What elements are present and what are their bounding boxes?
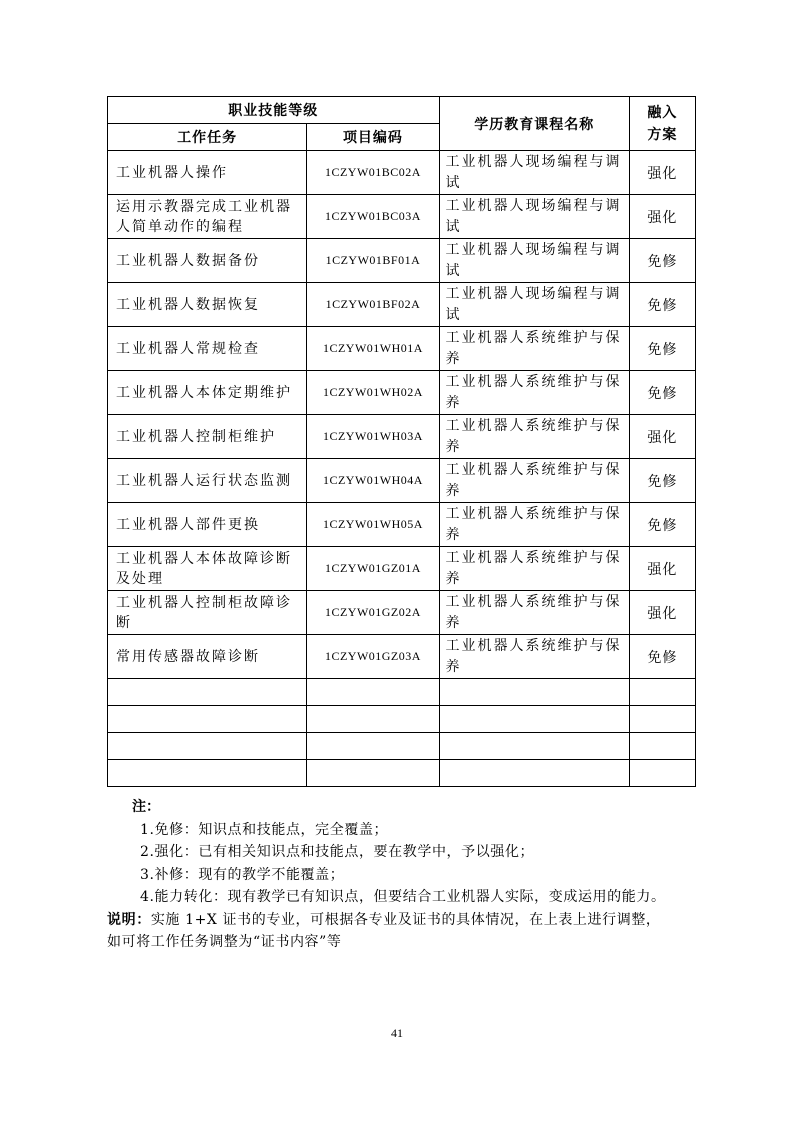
table-row (108, 327, 696, 371)
course-text: 工业机器人现场编程与调试 (445, 154, 622, 191)
plan-cell: 免修 (629, 371, 695, 415)
table-row (108, 283, 696, 327)
course-cell (439, 151, 629, 195)
note-item: 3.补修：现有的教学不能覆盖； (140, 866, 345, 883)
empty-cell (439, 733, 629, 760)
notes-title: 注： (132, 799, 160, 815)
task-cell: 常用传感器故障诊断 (108, 635, 307, 679)
header-course-name: 学历教育课程名称 (439, 97, 629, 151)
course-text: 工业机器人现场编程与调试 (445, 286, 622, 323)
task-cell: 工业机器人控制柜维护 (108, 415, 307, 459)
task-cell: 工业机器人操作 (108, 151, 307, 195)
header-plan-line1: 融入 (647, 104, 678, 121)
empty-table-row (108, 760, 696, 787)
skills-mapping-table (107, 96, 696, 787)
note-item: 1.免修：知识点和技能点，完全覆盖； (140, 821, 389, 838)
code-cell: 1CZYW01WH02A (307, 371, 439, 415)
table-row (108, 635, 696, 679)
empty-cell (629, 706, 695, 733)
header-integration-plan (629, 97, 695, 151)
empty-cell (439, 706, 629, 733)
header-plan-line2: 方案 (647, 126, 678, 143)
plan-cell: 免修 (629, 239, 695, 283)
code-cell: 1CZYW01BF02A (307, 283, 439, 327)
empty-cell (108, 760, 307, 787)
code-cell: 1CZYW01GZ02A (307, 591, 439, 635)
empty-cell (629, 760, 695, 787)
task-cell: 工业机器人部件更换 (108, 503, 307, 547)
course-text: 工业机器人系统维护与保养 (445, 506, 622, 543)
task-cell: 工业机器人数据备份 (108, 239, 307, 283)
task-cell: 工业机器人常规检查 (108, 327, 307, 371)
notes-section (107, 796, 707, 954)
header-work-task: 工作任务 (108, 124, 307, 151)
empty-table-row (108, 706, 696, 733)
course-text: 工业机器人现场编程与调试 (445, 198, 622, 235)
course-cell (439, 195, 629, 239)
code-cell: 1CZYW01WH05A (307, 503, 439, 547)
empty-table-row (108, 733, 696, 760)
code-cell: 1CZYW01GZ01A (307, 547, 439, 591)
explanation-line-2: 如可将工作任务调整为“证书内容”等 (107, 934, 342, 950)
plan-cell: 强化 (629, 591, 695, 635)
empty-cell (439, 760, 629, 787)
code-cell: 1CZYW01WH04A (307, 459, 439, 503)
course-cell (439, 547, 629, 591)
table-body (108, 151, 696, 787)
course-text: 工业机器人系统维护与保养 (445, 550, 622, 587)
explanation-line (107, 909, 707, 932)
plan-cell: 免修 (629, 283, 695, 327)
plan-cell: 免修 (629, 635, 695, 679)
table-row (108, 415, 696, 459)
empty-cell (307, 760, 439, 787)
empty-cell (108, 706, 307, 733)
empty-cell (307, 706, 439, 733)
task-cell: 工业机器人控制柜故障诊断 (108, 591, 307, 635)
empty-cell (439, 679, 629, 706)
page-number: 41 (391, 1026, 403, 1040)
course-text: 工业机器人系统维护与保养 (445, 330, 622, 367)
code-cell: 1CZYW01BC03A (307, 195, 439, 239)
course-cell (439, 635, 629, 679)
table-row (108, 239, 696, 283)
table-row (108, 371, 696, 415)
table-row (108, 459, 696, 503)
course-cell (439, 283, 629, 327)
task-cell: 运用示教器完成工业机器人简单动作的编程 (108, 195, 307, 239)
task-cell: 工业机器人运行状态监测 (108, 459, 307, 503)
note-item: 4.能力转化：现有教学已有知识点，但要结合工业机器人实际，变成运用的能力。 (140, 889, 666, 905)
course-text: 工业机器人系统维护与保养 (445, 374, 622, 411)
header-skill-level: 职业技能等级 (108, 97, 440, 124)
empty-cell (307, 679, 439, 706)
course-cell (439, 371, 629, 415)
course-cell (439, 503, 629, 547)
table-row (108, 503, 696, 547)
empty-cell (108, 679, 307, 706)
course-cell (439, 327, 629, 371)
plan-cell: 强化 (629, 547, 695, 591)
plan-cell: 免修 (629, 503, 695, 547)
table-row (108, 591, 696, 635)
code-cell: 1CZYW01WH03A (307, 415, 439, 459)
plan-cell: 强化 (629, 151, 695, 195)
course-text: 工业机器人系统维护与保养 (445, 594, 622, 631)
code-cell: 1CZYW01WH01A (307, 327, 439, 371)
note-item: 2.强化：已有相关知识点和技能点，要在教学中，予以强化； (140, 844, 535, 860)
task-cell: 工业机器人本体故障诊断及处理 (108, 547, 307, 591)
table-row (108, 151, 696, 195)
course-cell (439, 591, 629, 635)
course-cell (439, 459, 629, 503)
code-cell: 1CZYW01BC02A (307, 151, 439, 195)
empty-table-row (108, 679, 696, 706)
table-row (108, 195, 696, 239)
course-cell (439, 415, 629, 459)
explanation-label: 说明： (107, 911, 151, 928)
empty-cell (629, 733, 695, 760)
code-cell: 1CZYW01GZ03A (307, 635, 439, 679)
header-project-code: 项目编码 (307, 124, 439, 151)
course-text: 工业机器人现场编程与调试 (445, 242, 622, 279)
table-row (108, 547, 696, 591)
plan-cell: 强化 (629, 195, 695, 239)
empty-cell (629, 679, 695, 706)
course-text: 工业机器人系统维护与保养 (445, 418, 622, 455)
task-cell: 工业机器人数据恢复 (108, 283, 307, 327)
plan-cell: 免修 (629, 327, 695, 371)
course-text: 工业机器人系统维护与保养 (445, 638, 622, 675)
code-cell: 1CZYW01BF01A (307, 239, 439, 283)
plan-cell: 强化 (629, 415, 695, 459)
empty-cell (307, 733, 439, 760)
course-text: 工业机器人系统维护与保养 (445, 462, 622, 499)
explanation-text: 实施 1+X 证书的专业，可根据各专业及证书的具体情况，在上表上进行调整， (150, 911, 661, 928)
task-cell: 工业机器人本体定期维护 (108, 371, 307, 415)
course-cell (439, 239, 629, 283)
empty-cell (108, 733, 307, 760)
plan-cell: 免修 (629, 459, 695, 503)
